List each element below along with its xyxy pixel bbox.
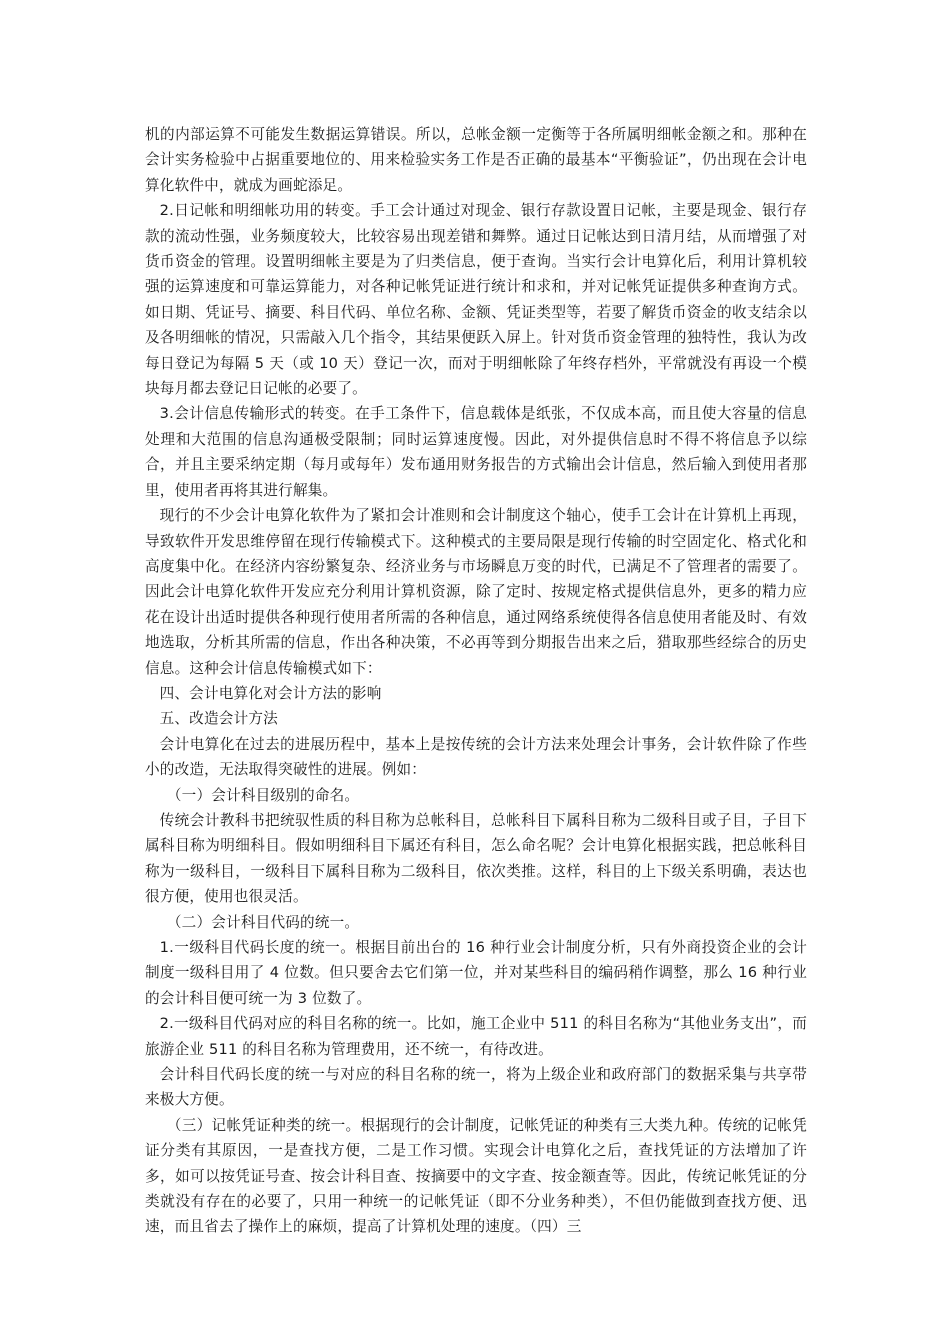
subsection-heading: （一）会计科目级别的命名。 <box>166 786 360 804</box>
section-heading: 四、会计电算化对会计方法的影响 <box>159 684 382 702</box>
paragraph: 机的内部运算不可能发生数据运算错误。所以，总帐金额一定衡等于各所属明细帐金额之和。那种在会计实务检验中占据重要地位的、用来检验实务工作是否正确的最基本“平衡验证”，仍出现在会计电算化软件中，就成为画蛇添足。 <box>145 126 807 194</box>
paragraph: 会计电算化在过去的进展历程中，基本上是按传统的会计方法来处理会计事务，会计软件除了作些小的改造，无法取得突破性的进展。例如： <box>145 735 807 779</box>
paragraph: 2.日记帐和明细帐功用的转变。手工会计通过对现金、银行存款设置日记帐，主要是现金、银行存款的流动性强，业务频度较大，比较容易出现差错和舞弊。通过日记帐达到日清月结，从而增强了对货币资金的管理。设置明细帐主要是为了归类信息，便于查询。当实行会计电算化后，利用计算机较强的运算速度和可靠运算能力，对各种记帐凭证进行统计和求和，并对记帐凭证提供多种查询方式。如日期、凭证号、摘要、科目代码、单位名称、金额、凭证类型等，若要了解货币资金的收支结余以及各明细帐的情况，只需敲入几个指令，其结果便跃入屏上。针对货币资金管理的独特性，我认为改每日登记为每隔 5 天（或 10 天）登记一次，而对于明细帐除了年终存档外，平常就没有再设一个模块每月都去登记日记帐的必要了。 <box>145 202 807 398</box>
paragraph: 现行的不少会计电算化软件为了紧扣会计准则和会计制度这个轴心，使手工会计在计算机上再现，导致软件开发思维停留在现行传输模式下。这种模式的主要局限是现行传输的时空固定化、格式化和高度集中化。在经济内容纷繁复杂、经济业务与市场瞬息万变的时代，已满足不了管理者的需要了。因此会计电算化软件开发应充分利用计算机资源，除了定时、按规定格式提供信息外，更多的精力应花在设计出适时提供各种现行使用者所需的各种信息，通过网络系统使得各信息使用者能及时、有效地选取，分析其所需的信息，作出各种决策，不必再等到分期报告出来之后，猎取那些经综合的历史信息。这种会计信息传输模式如下： <box>145 507 807 677</box>
paragraph: 3.会计信息传输形式的转变。在手工条件下，信息载体是纸张，不仅成本高，而且使大容量的信息处理和大范围的信息沟通极受限制；同时运算速度慢。因此，对外提供信息时不得不将信息予以综合，并且主要采纳定期（每月或每年）发布通用财务报告的方式输出会计信息，然后输入到使用者那里，使用者再将其进行解集。 <box>145 405 807 499</box>
paragraph: 2.一级科目代码对应的科目名称的统一。比如，施工企业中 511 的科目名称为“其他业务支出”，而旅游企业 511 的科目名称为管理费用，还不统一，有待改进。 <box>145 1015 807 1058</box>
paragraph: 传统会计教科书把统驭性质的科目称为总帐科目，总帐科目下属科目称为二级科目或子目，子目下属科目称为明细科目。假如明细科目下属还有科目，怎么命名呢？会计电算化根据实践，把总帐科目称为一级科目，一级科目下属科目称为二级科目，依次类推。这样，科目的上下级关系明确，表达也很方便，使用也很灵活。 <box>145 811 807 906</box>
section-heading: 五、改造会计方法 <box>159 710 278 728</box>
paragraph: （三）记帐凭证种类的统一。根据现行的会计制度，记帐凭证的种类有三大类九种。传统的记帐凭证分类有其原因，一是查找方便，二是工作习惯。实现会计电算化之后，查找凭证的方法增加了许多，如可以按凭证号查、按会计科目查、按摘要中的文字查、按金额查等。因此，传统记帐凭证的分类就没有存在的必要了，只用一种统一的记帐凭证（即不分业务种类），不但仍能做到查找方便、迅速，而且省去了操作上的麻烦，提高了计算机处理的速度。（四）三 <box>145 1116 807 1236</box>
document-page <box>145 122 807 1240</box>
subsection-heading: （二）会计科目代码的统一。 <box>166 913 360 931</box>
paragraph: 1.一级科目代码长度的统一。根据目前出台的 16 种行业会计制度分析，只有外商投资企业的会计制度一级科目用了 4 位数。但只要舍去它们第一位，并对某些科目的编码稍作调整，那么 16 种行业的会计科目便可统一为 3 位数了。 <box>145 939 807 1007</box>
paragraph: 会计科目代码长度的统一与对应的科目名称的统一，将为上级企业和政府部门的数据采集与共享带来极大方便。 <box>145 1066 807 1109</box>
